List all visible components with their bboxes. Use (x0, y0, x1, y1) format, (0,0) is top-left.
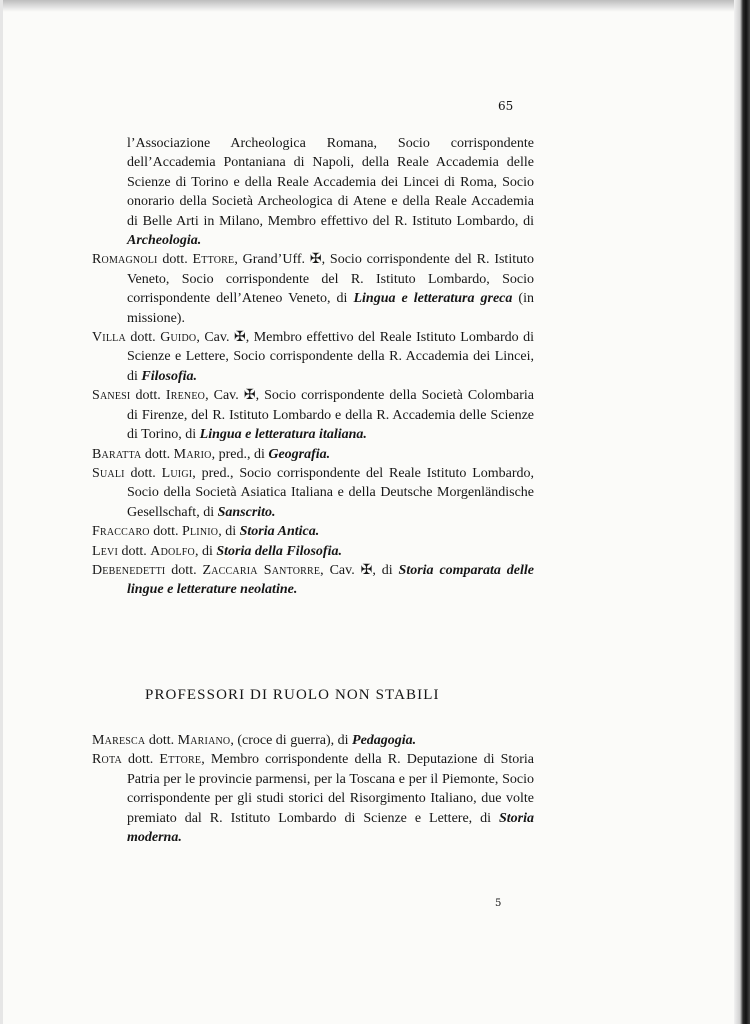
faculty-list-non-stabili (92, 731, 534, 847)
entry-first-name: Plinio (182, 524, 219, 540)
entry-surname: Baratta (92, 446, 142, 462)
entry-sanesi (92, 386, 534, 444)
entry-subject: Storia moderna. (127, 810, 534, 846)
entry-subject: Sanscrito. (217, 504, 276, 520)
entry-first-name: Mariano (177, 733, 231, 748)
entry-text: , Cav. ✠, Socio corrispondente della Società Colombaria di Firenze, del R. Istituto Lombardo e della R. Accademia delle Scienze di Torino, di (127, 388, 535, 443)
entry-romagnoli (92, 250, 534, 328)
entry-title: dott. (118, 543, 151, 559)
entry-surname: Villa (92, 330, 126, 346)
entry-text: , pred., di (211, 446, 269, 462)
entry-subject: Filosofia. (141, 368, 198, 384)
entry-surname: Levi (92, 543, 119, 559)
page-number: 65 (498, 99, 514, 113)
entry-fraccaro (92, 522, 534, 541)
scan-left-edge (0, 0, 3, 1024)
continuation-text: l’Associazione Archeologica Romana, Socio corrispondente dell’Accademia Pontaniana di Napoli, della Reale Accademia delle Scienze di Torino e della Reale Accademia dei Lincei di Roma, Socio onorario della Società Archeologica di Atene e della Reale Accademia di Belle Arti in Milano, Membro effettivo del R. Istituto Lombardo, di (127, 136, 534, 229)
entry-subject: Pedagogia. (352, 733, 417, 748)
entry-first-name: Mario (173, 446, 212, 462)
book-binding-edge (734, 0, 750, 1024)
entry-subject: Lingua e letteratura greca (353, 291, 513, 307)
entry-surname: Romagnoli (92, 252, 158, 268)
entry-title: dott. (121, 752, 160, 768)
entry-text: , pred., Socio corrispondente del Reale Istituto Lombardo, Socio della Società Asiatica Italiana e della Deutsche Morgenländische Gesellschaft, di (127, 465, 535, 520)
entry-first-name: Adolfo (150, 543, 195, 559)
entry-title: dott. (157, 252, 193, 268)
entry-text: , Cav. ✠, Membro effettivo del Reale Istituto Lombardo di Scienze e Lettere, Socio corrispondente della R. Accademia dei Lincei, di (127, 330, 535, 384)
entry-text: , Grand’Uff. ✠, Socio corrispondente del R. Istituto Veneto, Socio corrispondente del R. Istituto Lombardo, Socio corrispondente dell’Ateneo Veneto, di (127, 252, 534, 307)
entry-surname: Maresca (92, 733, 146, 748)
entry-text: , di (194, 543, 217, 559)
entry-subject: Lingua e letteratura italiana. (199, 427, 367, 443)
continuation-paragraph (92, 134, 534, 250)
entry-first-name: Zaccaria Santorre (202, 562, 321, 578)
entry-subject: Storia della Filosofia. (216, 543, 342, 559)
entry-debenedetti (92, 561, 534, 600)
scan-top-edge (0, 0, 750, 12)
entry-baratta (92, 445, 534, 464)
entry-title: dott. (145, 733, 178, 748)
entry-text: , Membro corrispondente della R. Deputazione di Storia Patria per le provincie parmensi, per la Toscana e per il Piemonte, Socio corrispondente per gli studi storici del Risorgimento Italiano, due volte premiato dal R. Istituto Lombardo di Scienze e Lettere, di (127, 752, 535, 826)
entry-first-name: Luigi (161, 465, 193, 481)
entry-maresca (92, 731, 534, 750)
entry-title: dott. (149, 524, 183, 540)
faculty-list (92, 134, 534, 600)
entry-title: dott. (125, 330, 161, 346)
section-heading: PROFESSORI DI RUOLO NON STABILI (145, 687, 440, 703)
entry-subject: Storia Antica. (239, 524, 320, 540)
entry-title: dott. (141, 446, 174, 462)
entry-text: , di (218, 524, 240, 540)
entry-tail: (in missione). (127, 291, 534, 326)
entry-first-name: Ireneo (165, 388, 206, 404)
entry-suali (92, 464, 534, 522)
entry-text: , Cav. ✠, di (320, 562, 399, 578)
entry-villa (92, 328, 534, 386)
continuation-subject: Archeologia. (127, 233, 202, 249)
entry-first-name: Guido (160, 330, 197, 346)
entry-subject: Storia comparata delle lingue e letterature neolatine. (127, 562, 534, 598)
entry-surname: Sanesi (92, 388, 131, 404)
entry-first-name: Ettore (159, 752, 202, 768)
signature-mark: 5 (495, 898, 502, 909)
entry-title: dott. (130, 388, 166, 404)
entry-surname: Suali (92, 465, 125, 481)
entry-subject: Geografia. (268, 446, 331, 462)
entry-title: dott. (124, 465, 162, 481)
entry-surname: Rota (92, 752, 122, 768)
entry-levi (92, 542, 534, 561)
entry-surname: Debenedetti (92, 562, 166, 578)
entry-rota (92, 750, 534, 847)
entry-first-name: Ettore (192, 252, 235, 268)
entry-text: , (croce di guerra), di (230, 733, 353, 748)
entry-surname: Fraccaro (92, 524, 150, 540)
entry-title: dott. (165, 562, 203, 578)
